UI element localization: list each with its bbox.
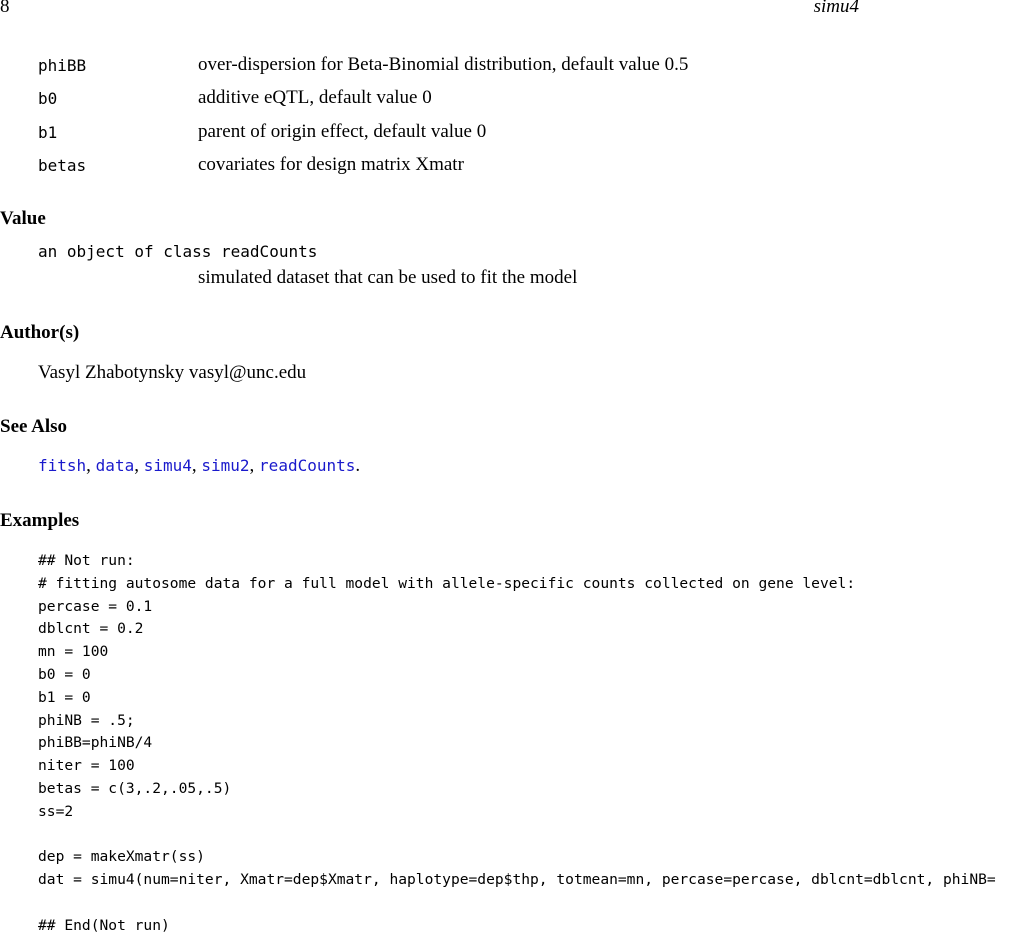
link-simu2[interactable]: simu2 [201,456,250,475]
argument-name: b0 [38,89,58,108]
section-heading-examples: Examples [0,510,80,531]
link-fitsh[interactable]: fitsh [38,456,87,475]
code-line: betas = c(3,.2,.05,.5) [38,779,232,797]
code-line: dat = simu4(num=niter, Xmatr=dep$Xmatr, haplotype=dep$thp, totmean=mn, percase=percase, dblcnt=dblcnt, phiNB= [38,871,996,889]
link-terminator: . [355,455,361,476]
code-line: phiNB = .5; [38,711,135,729]
code-line: ## End(Not run) [38,916,170,934]
link-separator: , [134,455,144,476]
value-item: an object of class readCounts [38,242,318,261]
link-separator: , [249,455,260,476]
code-line: ss=2 [38,802,74,820]
see-also-links [38,455,360,477]
argument-description: parent of origin effect, default value 0 [198,121,487,142]
section-heading-authors: Author(s) [0,322,80,343]
value-description: simulated dataset that can be used to fit the model [198,267,578,288]
argument-description: covariates for design matrix Xmatr [198,154,464,175]
argument-description: over-dispersion for Beta-Binomial distribution, default value 0.5 [198,54,689,75]
code-line: ## Not run: [38,552,135,569]
link-simu4[interactable]: simu4 [143,456,192,475]
code-line: phiBB=phiNB/4 [38,734,153,752]
author-text: Vasyl Zhabotynsky vasyl@unc.edu [38,362,307,383]
code-line: percase = 0.1 [38,597,153,615]
argument-name: phiBB [38,56,87,75]
code-line: dblcnt = 0.2 [38,620,144,638]
page-header-title: simu4 [813,0,859,17]
argument-name: betas [38,156,87,175]
code-line [38,892,1030,915]
example-code-block [38,550,1030,938]
code-line: b0 = 0 [38,665,91,683]
link-data[interactable]: data [95,456,135,475]
code-line: b1 = 0 [38,688,91,706]
link-readcounts[interactable]: readCounts [259,456,356,475]
code-line: # fitting autosome data for a full model with allele-specific counts collected on gene level: [38,574,856,592]
section-heading-see-also: See Also [0,416,68,437]
code-line: mn = 100 [38,643,109,661]
argument-name: b1 [38,123,58,142]
code-line [38,824,1030,847]
code-line: niter = 100 [38,757,135,775]
link-separator: , [191,455,202,476]
code-line: dep = makeXmatr(ss) [38,848,205,866]
page-number: 8 [0,0,10,17]
argument-description: additive eQTL, default value 0 [198,87,432,108]
link-separator: , [86,455,96,476]
section-heading-value: Value [0,208,46,229]
